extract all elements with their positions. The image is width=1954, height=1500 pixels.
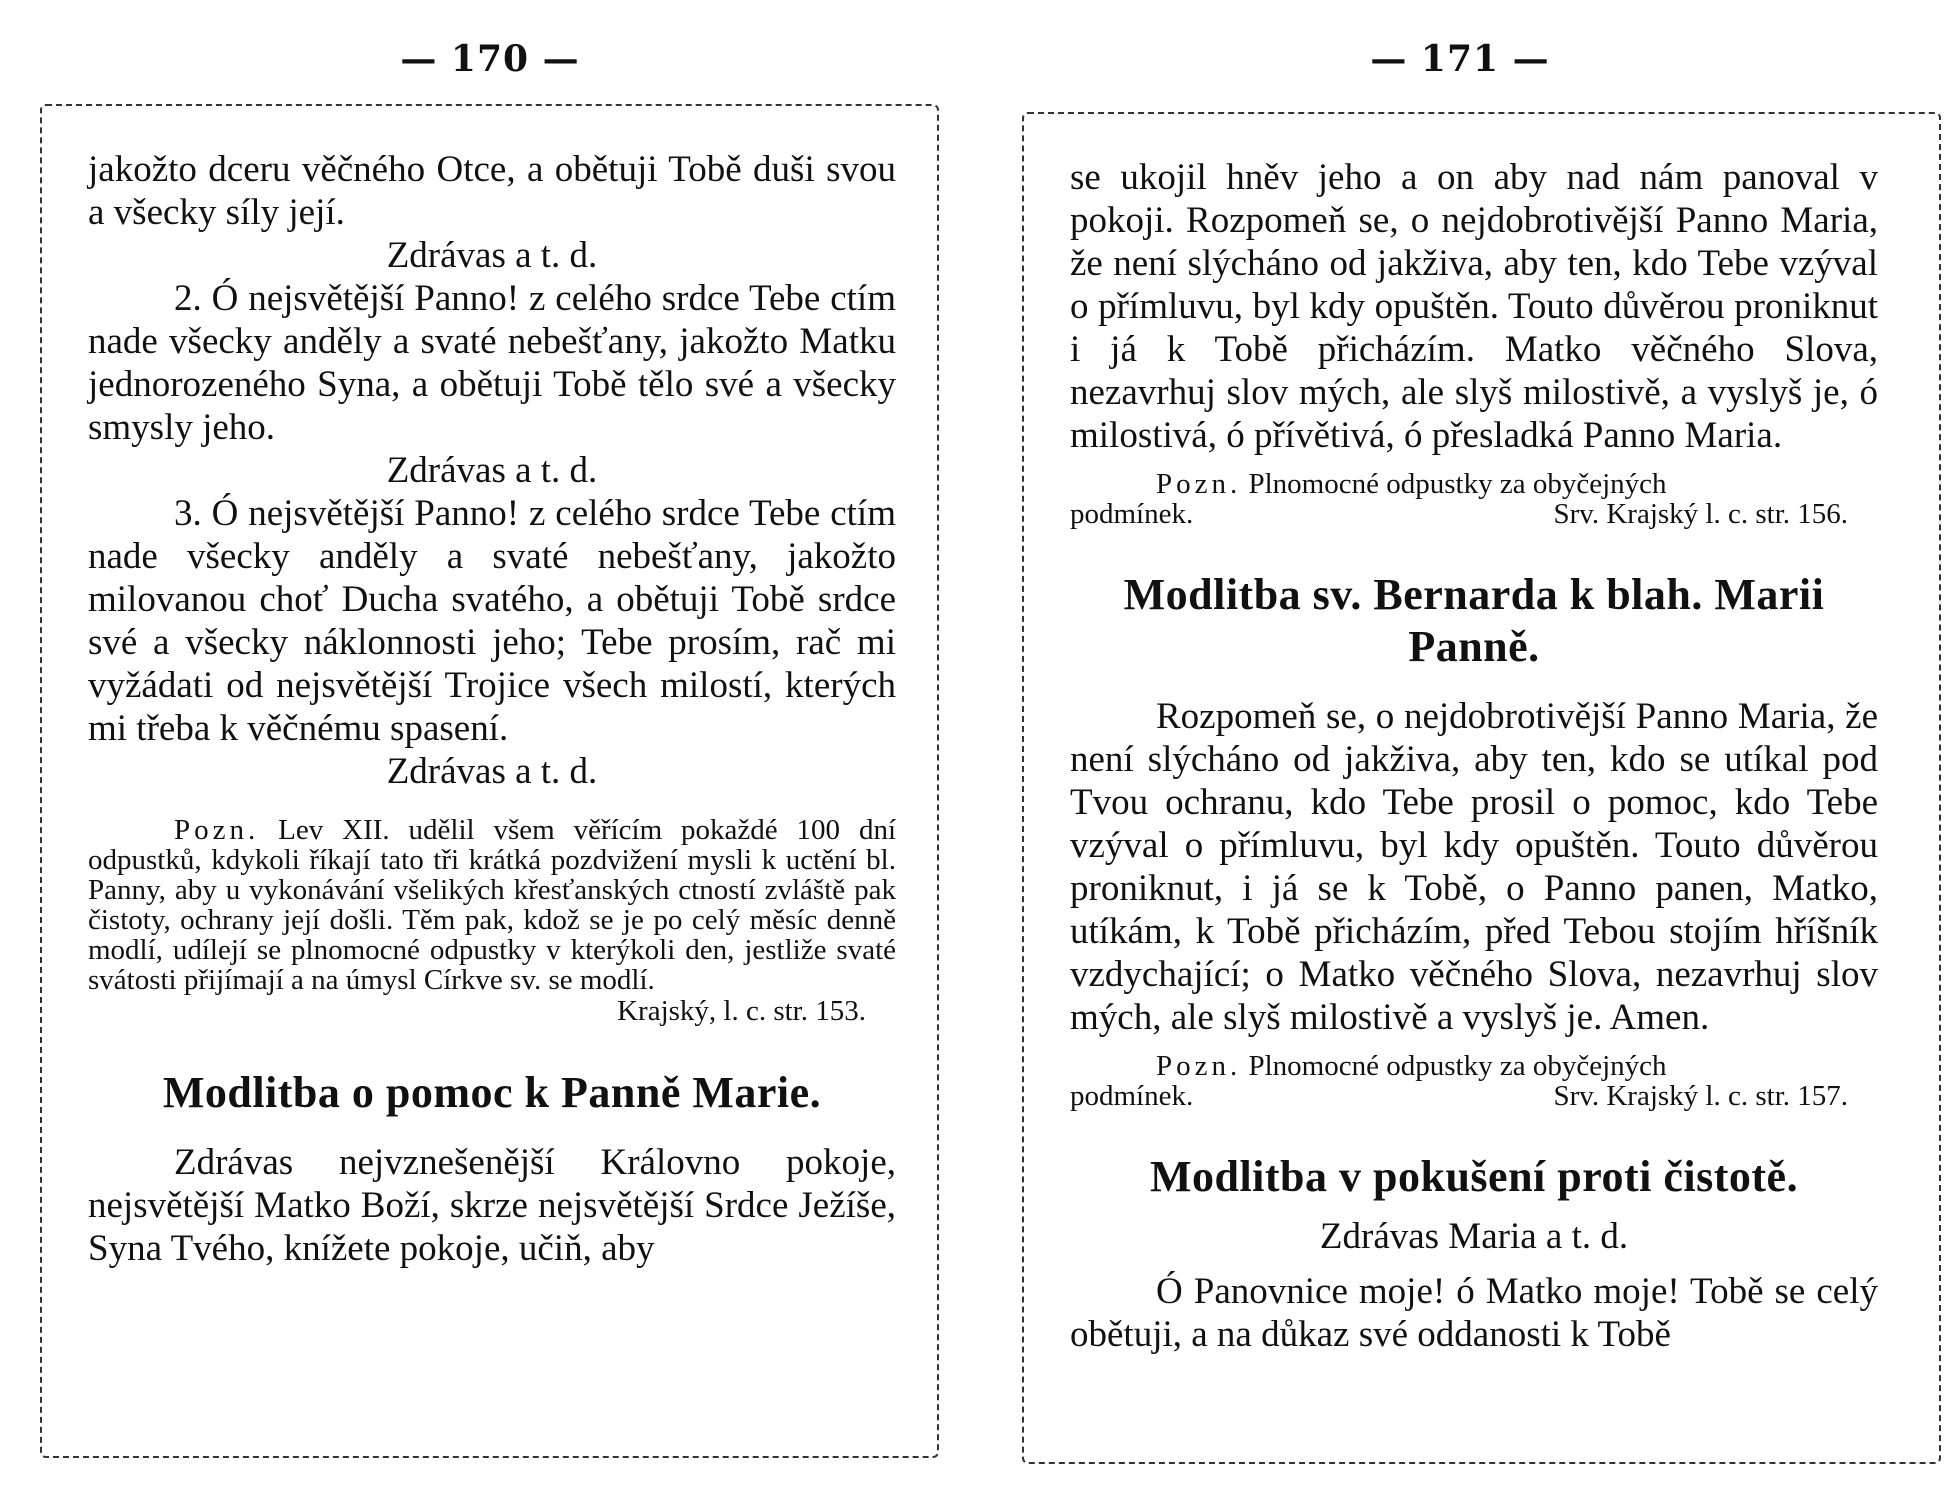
note-line bbox=[1070, 499, 1878, 529]
left-page-text bbox=[88, 148, 896, 1270]
note-text: Lev XII. udělil všem věřícím pokaždé 100 dní odpustků, kdykoli říkají tato tři krátká pozdvižení mysli k uctění bl. Panny, aby u vykonávání všelikých křesťanských ctností zvláště pak čistoty, ochrany její došli. Těm pak, kdož se je po celý měsíc denně modlí, udílejí se plnomocné odpustky v kterýkoli den, jestliže svaté svátosti přijímají a na úmysl Církve sv. se modlí. bbox=[88, 814, 896, 996]
section-heading: Modlitba o pomoc k Panně Marie. bbox=[162, 1068, 822, 1117]
zdravas-line: Zdrávas a t. d. bbox=[386, 751, 598, 792]
section-heading: Modlitba sv. Bernarda k blah. Marii Panně. bbox=[1123, 570, 1825, 671]
note bbox=[1070, 469, 1878, 499]
zdravas-line: Zdrávas a t. d. bbox=[386, 450, 598, 491]
zdravas-line: Zdrávas Maria a t. d. bbox=[1319, 1216, 1629, 1257]
note-label: Pozn. bbox=[174, 814, 260, 846]
paragraph: Zdrávas nejvznešenější Královno pokoje, nejsvětější Matko Boží, skrze nejsvětější Srdce Ježíše, Syna Tvého, knížete pokoje, učiň, aby bbox=[88, 1142, 896, 1269]
paragraph: Ó Panovnice moje! ó Matko moje! Tobě se celý obětuji, a na důkaz své oddanosti k Tobě bbox=[1070, 1271, 1878, 1355]
note-reference: Krajský, l. c. str. 153. bbox=[617, 995, 866, 1027]
note-line bbox=[1070, 1081, 1878, 1111]
zdravas-line: Zdrávas a t. d. bbox=[386, 235, 598, 276]
paragraph: Rozpomeň se, o nejdobrotivější Panno Maria, že není slýcháno od jakživa, aby ten, kdo se utíkal pod Tvou ochranu, kdo Tebe prosil o pomoc, kdo Tebe vzýval o přímluvu, byl kdy opuštěn. Touto důvěrou proniknut, i já se k Tobě, o Panno panen, Matko, utíkám, k Tobě přicházím, před Tebou stojím hříšník vzdychající; o Matko věčného Slova, nezavrhuj slov mých, ale slyš milostivě a vyslyš je. Amen. bbox=[1070, 696, 1878, 1038]
note bbox=[88, 815, 896, 995]
note-text: Plnomocné odpustky za obyčejných bbox=[1248, 468, 1667, 500]
page-number-right: — 171 — bbox=[1370, 38, 1550, 80]
right-page-text bbox=[1070, 156, 1878, 1356]
note-label: Pozn. bbox=[1156, 1050, 1242, 1082]
note-text: podmínek. bbox=[1070, 1080, 1194, 1112]
note-reference: Srv. Krajský l. c. str. 156. bbox=[1553, 498, 1848, 530]
paragraph: 3. Ó nejsvětější Panno! z celého srdce Tebe ctím nade všecky anděly a svaté nebešťany, jakožto milovanou choť Ducha svatého, a obětuji Tobě srdce své a všecky náklonnosti jeho; Tebe prosím, rač mi vyžádati od nejsvětější Trojice všech milostí, kterých mi třeba k věčnému spasení. bbox=[88, 493, 896, 749]
note-text: podmínek. bbox=[1070, 498, 1194, 530]
paragraph: jakožto dceru věčného Otce, a obětuji Tobě duši svou a všecky síly její. bbox=[88, 149, 896, 233]
paragraph: se ukojil hněv jeho a on aby nad nám panoval v pokoji. Rozpomeň se, o nejdobrotivější Panno Maria, že není slýcháno od jakživa, aby ten, kdo Tebe vzýval o přímluvu, byl kdy opuštěn. Touto důvěrou proniknut i já k Tobě přicházím. Matko věčného Slova, nezavrhuj slov mých, ale slyš milostivě, a vyslyš je, ó milostivá, ó přívětivá, ó přesladká Panno Maria. bbox=[1070, 157, 1878, 456]
note-text: Plnomocné odpustky za obyčejných bbox=[1248, 1050, 1667, 1082]
note bbox=[1070, 1051, 1878, 1081]
section-heading: Modlitba v pokušení proti čistotě. bbox=[1149, 1152, 1799, 1201]
page-number-left: — 170 — bbox=[400, 38, 580, 80]
paragraph: 2. Ó nejsvětější Panno! z celého srdce Tebe ctím nade všecky anděly a svaté nebešťany, jakožto Matku jednorozeného Syna, a obětuji Tobě tělo své a všecky smysly jeho. bbox=[88, 278, 896, 448]
note-label: Pozn. bbox=[1156, 468, 1242, 500]
note-reference: Srv. Krajský l. c. str. 157. bbox=[1553, 1080, 1848, 1112]
